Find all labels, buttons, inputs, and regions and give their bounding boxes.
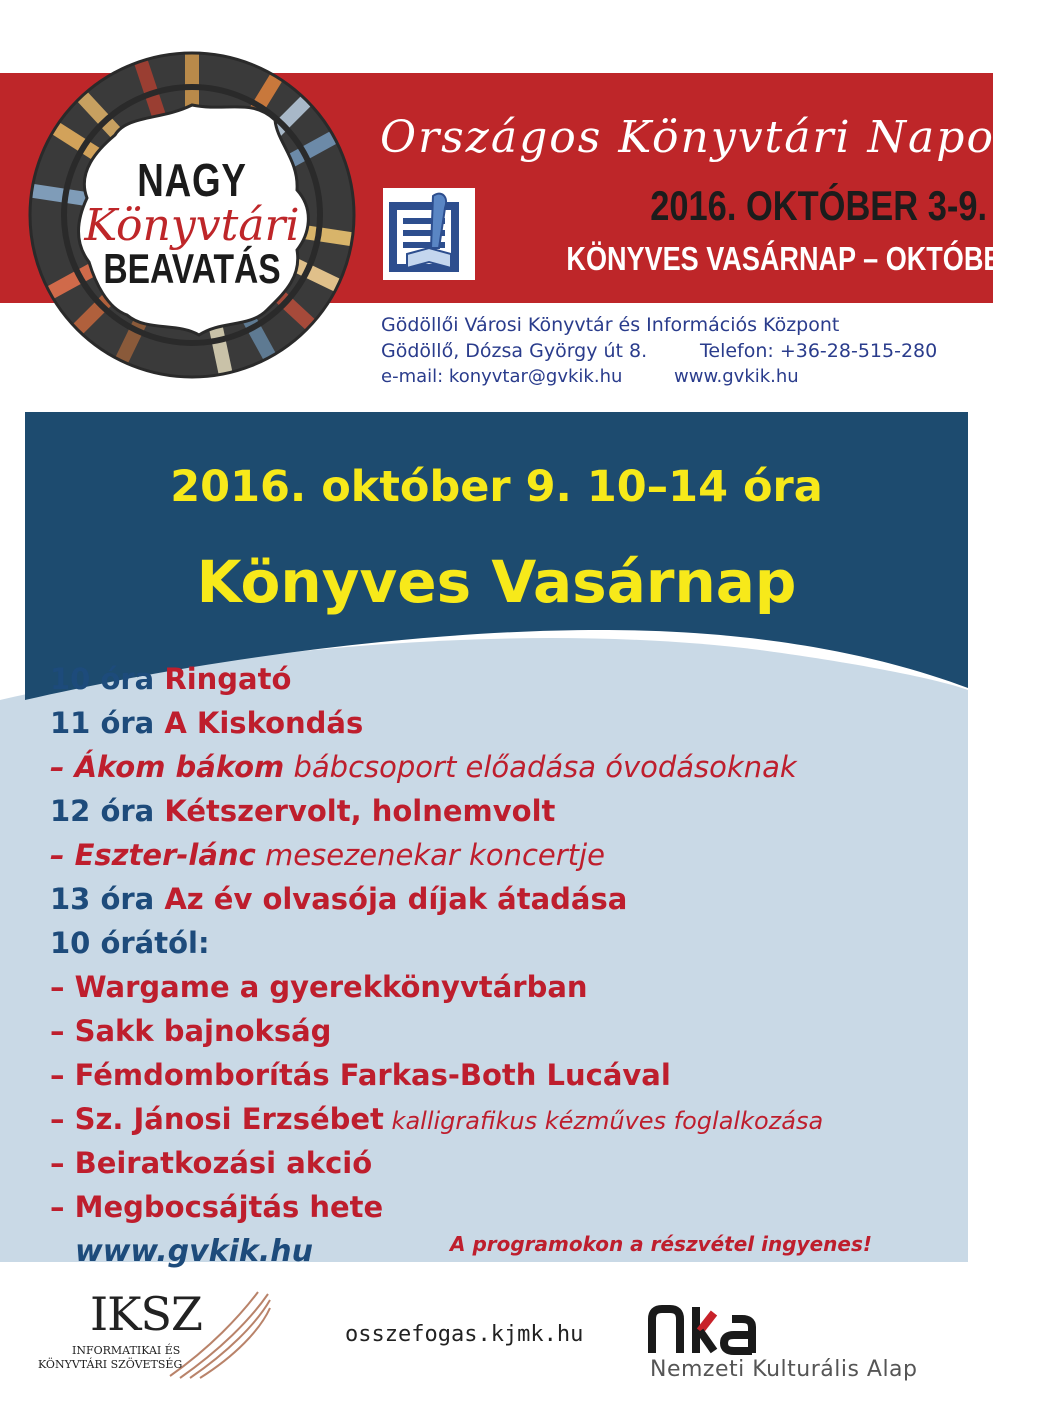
program-time: 11 óra [50,706,155,740]
header-date-range: 2016. OKTÓBER 3-9. [650,182,988,229]
circle-logo-text [27,50,357,380]
nka-logo-name: Nemzeti Kulturális Alap [650,1357,918,1382]
program-title: Kétszervolt, holnemvolt [164,794,556,828]
program-dash: – [50,750,75,784]
program-item: – Megbocsájtás hete [50,1190,384,1224]
contact-email[interactable]: e-mail: konyvtar@gvkik.hu [381,366,623,387]
program-time: 10 óra [50,662,155,696]
program-description: kalligrafikus kézműves foglalkozása [383,1107,824,1135]
footer-url[interactable]: osszefogas.kjmk.hu [345,1322,584,1347]
program-item: – Wargame a gyerekkönyvtárban [50,970,588,1004]
program-title: Az év olvasója díjak átadása [164,882,628,916]
program-line-6 [50,882,627,916]
iksz-logo-line1: INFORMATIKAI ÉS [72,1344,181,1357]
program-time: 12 óra [50,794,155,828]
program-line-1 [50,662,291,696]
program-line-3 [50,750,797,784]
program-item: – Beiratkozási akció [50,1146,373,1180]
program-title: – Sz. Jánosi Erzsébet [50,1102,384,1136]
iksz-logo-letters: IKSZ [90,1287,203,1341]
program-dash: – [50,838,75,872]
program-line-11 [50,1102,823,1138]
circle-logo-line3: BEAVATÁS [103,245,281,292]
header-sunday-line: KÖNYVES VASÁRNAP – OKTÓBER 9. [566,240,1051,277]
contact-address: Gödöllő, Dózsa György út 8. [381,340,648,362]
program-time: 13 óra [50,882,155,916]
contact-name: Gödöllői Városi Könyvtár és Információs Központ [381,314,840,336]
program-line-5 [50,838,605,872]
program-line-2 [50,706,363,740]
program-item: – Sakk bajnokság [50,1014,332,1048]
contact-website[interactable]: www.gvkik.hu [674,366,799,387]
program-line-4 [50,794,555,828]
program-performer: Ákom bákom [74,750,285,784]
nka-logo-icon [648,1305,758,1355]
header-title: Országos Könyvtári Napok [380,112,1024,163]
website-link[interactable]: www.gvkik.hu [75,1234,313,1269]
circle-logo-line1: NAGY [137,154,247,206]
program-title: Ringató [164,662,292,696]
program-description: bábcsoport előadása óvodásoknak [284,750,797,784]
program-description: mesezenekar koncertje [255,838,605,872]
program-title: A Kiskondás [164,706,364,740]
event-title: Könyves Vasárnap [196,548,797,616]
program-item: – Fémdomborítás Farkas-Both Lucával [50,1058,671,1092]
iksz-logo-line2: KÖNYVTÁRI SZÖVETSÉG [38,1358,183,1371]
program-performer: Eszter-lánc [74,838,256,872]
contact-phone: Telefon: +36-28-515-280 [700,340,938,362]
free-entry-note: A programokon a részvétel ingyenes! [450,1232,872,1256]
program-line-7: 10 órától: [50,926,210,960]
event-date: 2016. október 9. 10–14 óra [170,462,823,512]
library-book-icon [383,188,475,280]
circle-logo-line2: Könyvtári [84,200,300,251]
